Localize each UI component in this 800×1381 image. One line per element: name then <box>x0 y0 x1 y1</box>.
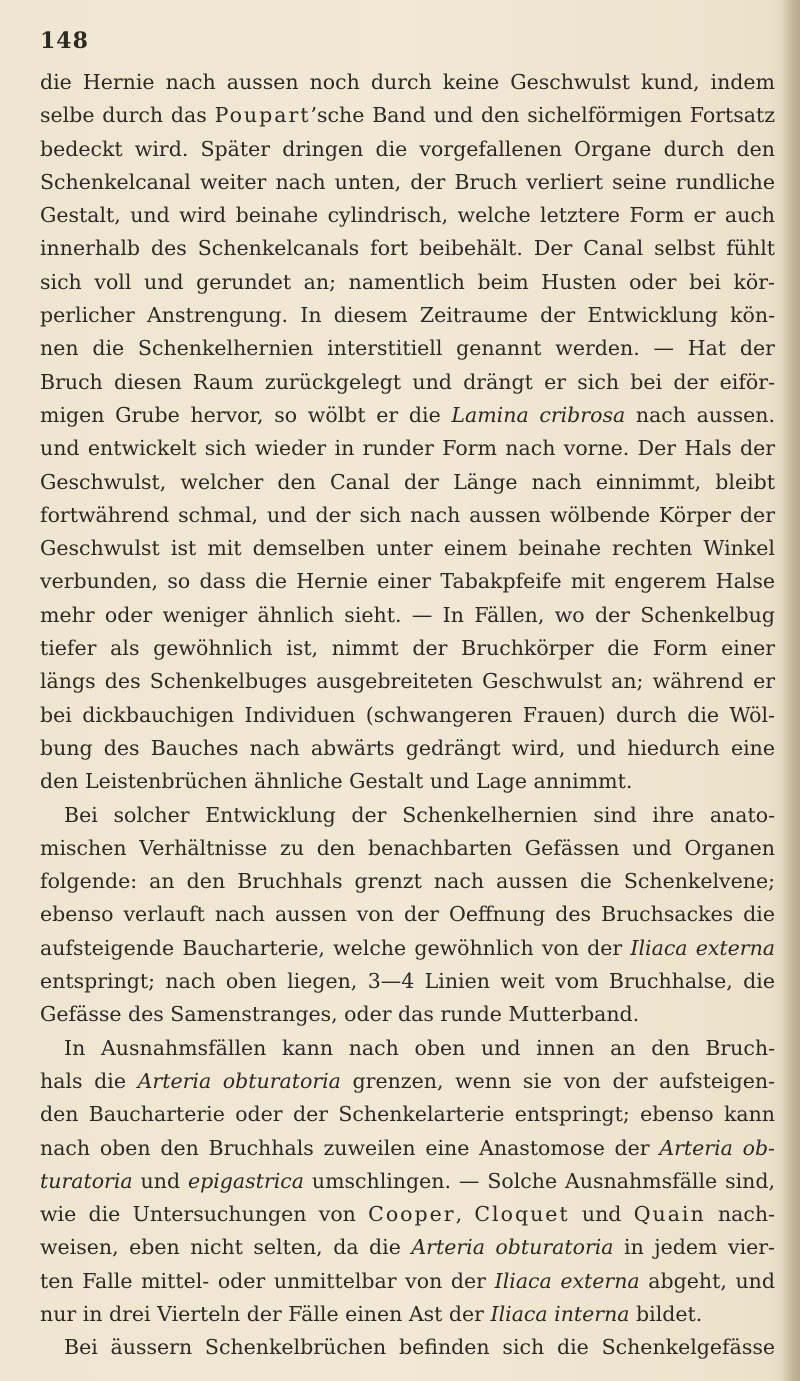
text-segment: In Ausnahmsfällen kann nach oben und innen an den Bruch- <box>64 1035 775 1060</box>
text-line <box>40 1231 775 1264</box>
text-line <box>40 865 775 898</box>
author-name: Quain <box>633 1202 706 1227</box>
text-segment: nach- <box>705 1202 775 1227</box>
text-segment: und <box>569 1202 634 1227</box>
text-segment: und entwickelt sich wieder in runder Form nach vorne. Der Hals der <box>40 436 775 461</box>
italic-term: Lamina cribrosa <box>451 402 626 427</box>
text-segment: hals die <box>40 1068 138 1093</box>
text-segment: bung des Bauches nach abwärts gedrängt wird, und hiedurch eine <box>40 735 775 760</box>
italic-term: Iliaca externa <box>494 1268 640 1293</box>
text-segment: nach aussen. <box>625 402 775 427</box>
text-segment: die Hernie nach aussen noch durch keine Geschwulst kund, indem <box>40 70 775 94</box>
text-segment: ten Falle mittel- oder unmittelbar von der <box>40 1268 495 1293</box>
text-segment: sich voll und gerundet an; namentlich beim Husten oder bei kör- <box>40 269 775 294</box>
page-number: 148 <box>40 28 89 54</box>
text-line <box>40 1331 775 1364</box>
text-line <box>40 466 775 499</box>
text-line <box>40 599 775 632</box>
text-segment: ’sche Band und den sichelförmigen Fortsatz <box>310 103 775 128</box>
text-line <box>40 932 775 965</box>
italic-term: Arteria obturatoria <box>411 1235 614 1260</box>
text-segment: umschlingen. — Solche Ausnahmsfälle sind, <box>303 1168 775 1193</box>
text-segment: verbunden, so dass die Hernie einer Tabakpfeife mit engerem Halse <box>40 569 775 594</box>
italic-term: Iliaca interna <box>490 1301 630 1326</box>
text-segment: nen die Schenkelhernien interstitiell genannt werden. — Hat der <box>40 336 775 361</box>
text-line <box>40 266 775 299</box>
text-line <box>40 399 775 432</box>
text-segment: grenzen, wenn sie von der aufsteigen- <box>340 1068 776 1093</box>
text-segment: folgende: an den Bruchhals grenzt nach aussen die Schenkelvene; <box>40 869 775 894</box>
text-line <box>40 532 775 565</box>
text-segment: Schenkelcanal weiter nach unten, der Bruch verliert seine rundliche <box>40 169 775 194</box>
text-segment: Bei solcher Entwicklung der Schenkelhernien sind ihre anato- <box>64 802 775 827</box>
text-line <box>40 99 775 132</box>
text-line <box>40 1098 775 1131</box>
text-line <box>40 765 775 798</box>
text-segment: bei dickbauchigen Individuen (schwangeren Frauen) durch die Wöl- <box>40 702 775 727</box>
text-segment: den Leistenbrüchen ähnliche Gestalt und Lage annimmt. <box>40 769 633 794</box>
text-segment: aufsteigende Baucharterie, welche gewöhnlich von der <box>40 935 631 960</box>
text-segment: bildet. <box>629 1301 703 1326</box>
text-line <box>40 1298 775 1331</box>
text-segment: entspringt; nach oben liegen, 3—4 Linien weit vom Bruchhalse, die <box>40 969 775 994</box>
text-segment: in jedem vier- <box>613 1235 775 1260</box>
text-line <box>40 565 775 598</box>
text-line <box>40 898 775 931</box>
text-line <box>40 998 775 1031</box>
text-line <box>40 166 775 199</box>
text-line <box>40 732 775 765</box>
text-line <box>40 133 775 166</box>
author-name: Poupart <box>214 103 311 128</box>
text-segment: nach oben den Bruchhals zuweilen eine Anastomose der <box>40 1135 660 1160</box>
text-line <box>40 799 775 832</box>
text-segment: tiefer als gewöhnlich ist, nimmt der Bruchkörper die Form einer <box>40 636 775 661</box>
text-line <box>40 1065 775 1098</box>
text-segment: Geschwulst, welcher den Canal der Länge nach einnimmt, bleibt <box>40 469 775 494</box>
text-segment: ebenso verlauft nach aussen von der Oeffnung des Bruchsackes die <box>40 902 775 927</box>
italic-term: turatoria <box>40 1168 133 1193</box>
text-segment: perlicher Anstrengung. In diesem Zeitraume der Entwicklung kön- <box>40 303 775 328</box>
text-segment: innerhalb des Schenkelcanals fort beibehält. Der Canal selbst fühlt <box>40 236 775 261</box>
text-line <box>40 632 775 665</box>
italic-term: Arteria ob- <box>659 1135 775 1160</box>
text-line <box>40 1265 775 1298</box>
italic-term: Iliaca externa <box>630 935 775 960</box>
text-line <box>40 366 775 399</box>
italic-term: Arteria obturatoria <box>137 1068 341 1093</box>
text-line <box>40 965 775 998</box>
text-segment: längs des Schenkelbuges ausgebreiteten Geschwulst an; während er <box>40 669 775 694</box>
text-segment: weisen, eben nicht selten, da die <box>40 1235 412 1260</box>
text-segment: Bei äussern Schenkelbrüchen befinden sich die Schenkelgefässe <box>64 1335 775 1360</box>
text-segment: Gefässe des Samenstranges, oder das runde Mutterband. <box>40 1002 640 1027</box>
text-segment: den Baucharterie oder der Schenkelarterie entspringt; ebenso kann <box>40 1102 775 1127</box>
text-line <box>40 832 775 865</box>
text-line <box>40 499 775 532</box>
text-segment: und <box>132 1168 188 1193</box>
text-line <box>40 665 775 698</box>
text-line <box>40 1198 775 1231</box>
text-segment: fortwährend schmal, und der sich nach aussen wölbende Körper der <box>40 502 775 527</box>
text-segment: wie die Untersuchungen von <box>40 1202 369 1227</box>
text-segment: bedeckt wird. Später dringen die vorgefallenen Organe durch den <box>40 136 775 161</box>
text-line <box>40 66 775 99</box>
text-line <box>40 1032 775 1065</box>
text-segment: Gestalt, und wird beinahe cylindrisch, welche letztere Form er auch <box>40 203 775 228</box>
author-name: Cooper <box>368 1202 456 1227</box>
italic-term: epigastrica <box>187 1168 304 1193</box>
text-segment: nur in drei Vierteln der Fälle einen Ast der <box>40 1301 491 1326</box>
text-line <box>40 1132 775 1165</box>
text-segment: mischen Verhältnisse zu den benachbarten Gefässen und Organen <box>40 835 775 860</box>
text-line <box>40 699 775 732</box>
text-segment: Geschwulst ist mit demselben unter einem beinahe rechten Winkel <box>40 536 775 561</box>
text-segment: abgeht, und <box>639 1268 775 1293</box>
text-line <box>40 432 775 465</box>
text-segment: , <box>455 1202 475 1227</box>
text-segment: migen Grube hervor, so wölbt er die <box>40 402 452 427</box>
text-segment: Bruch diesen Raum zurückgelegt und drängt er sich bei der eiför- <box>40 369 775 394</box>
text-segment: mehr oder weniger ähnlich sieht. — In Fällen, wo der Schenkelbug <box>40 602 775 627</box>
text-line <box>40 1165 775 1198</box>
text-segment: selbe durch das <box>40 103 215 128</box>
text-line <box>40 332 775 365</box>
text-line <box>40 232 775 265</box>
text-line <box>40 199 775 232</box>
page-edge <box>782 0 800 1381</box>
text-line <box>40 299 775 332</box>
author-name: Cloquet <box>474 1202 570 1227</box>
body-text <box>40 66 775 1365</box>
